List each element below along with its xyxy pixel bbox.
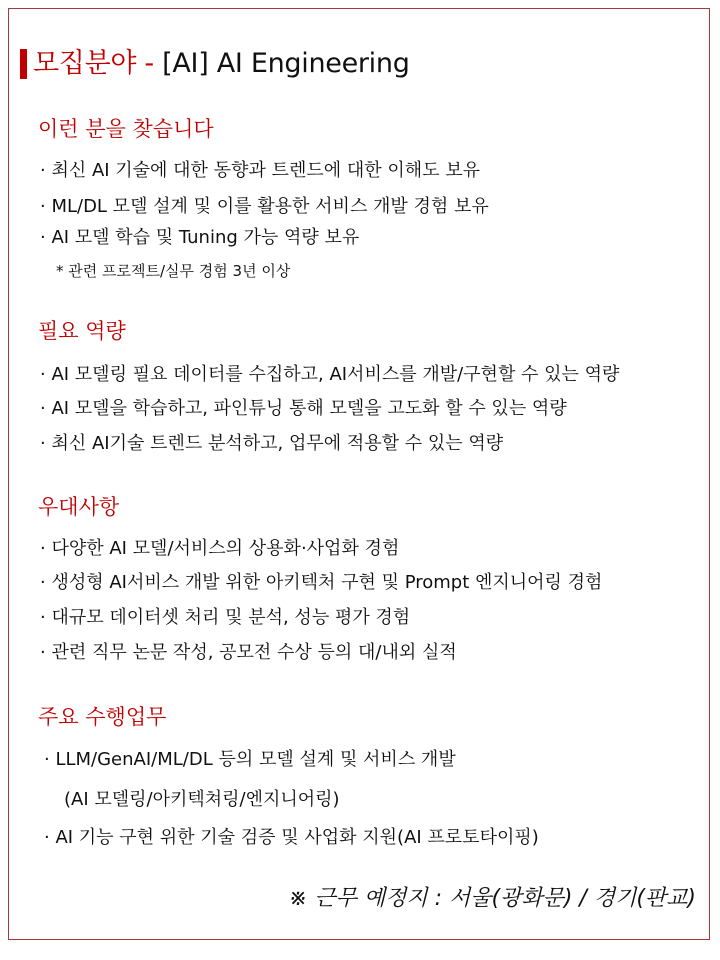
section-title-duties: 주요 수행업무	[38, 705, 167, 729]
list-item: · LLM/GenAI/ML/DL 등의 모델 설계 및 서비스 개발	[44, 749, 456, 770]
list-item: · 최신 AI 기술에 대한 동향과 트렌드에 대한 이해도 보유	[40, 160, 480, 181]
page-title	[20, 44, 410, 84]
list-item: · AI 모델을 학습하고, 파인튜닝 통해 모델을 고도화 할 수 있는 역량	[40, 398, 567, 419]
list-item-continuation: (AI 모델링/아키텍쳐링/엔지니어링)	[64, 789, 340, 810]
title-accent-bar	[20, 49, 27, 79]
section-title-required-skills: 필요 역량	[38, 319, 126, 343]
list-item: · AI 모델링 필요 데이터를 수집하고, AI서비스를 개발/구현할 수 있는 역량	[40, 364, 620, 385]
section-title-preferred: 우대사항	[38, 495, 120, 519]
experience-note: * 관련 프로젝트/실무 경험 3년 이상	[56, 262, 291, 280]
list-item: · ML/DL 모델 설계 및 이를 활용한 서비스 개발 경험 보유	[40, 196, 489, 217]
list-item: · 최신 AI기술 트렌드 분석하고, 업무에 적용할 수 있는 역량	[40, 433, 504, 454]
list-item: · AI 모델 학습 및 Tuning 가능 역량 보유	[40, 227, 360, 248]
title-position: [AI] AI Engineering	[162, 48, 410, 79]
list-item: · 대규모 데이터셋 처리 및 분석, 성능 평가 경험	[40, 607, 411, 628]
title-text	[33, 44, 410, 84]
list-item: · AI 기능 구현 위한 기술 검증 및 사업화 지원(AI 프로토타이핑)	[44, 827, 539, 848]
section-title-seeking: 이런 분을 찾습니다	[38, 117, 214, 141]
list-item: · 다양한 AI 모델/서비스의 상용화·사업화 경험	[40, 538, 400, 559]
title-category: 모집분야 -	[33, 48, 163, 79]
list-item: · 관련 직무 논문 작성, 공모전 수상 등의 대/내외 실적	[40, 642, 457, 663]
list-item: · 생성형 AI서비스 개발 위한 아키텍처 구현 및 Prompt 엔지니어링 경험	[40, 572, 603, 593]
work-location-note: ※ 근무 예정지 : 서울(광화문) / 경기(판교)	[288, 886, 696, 911]
